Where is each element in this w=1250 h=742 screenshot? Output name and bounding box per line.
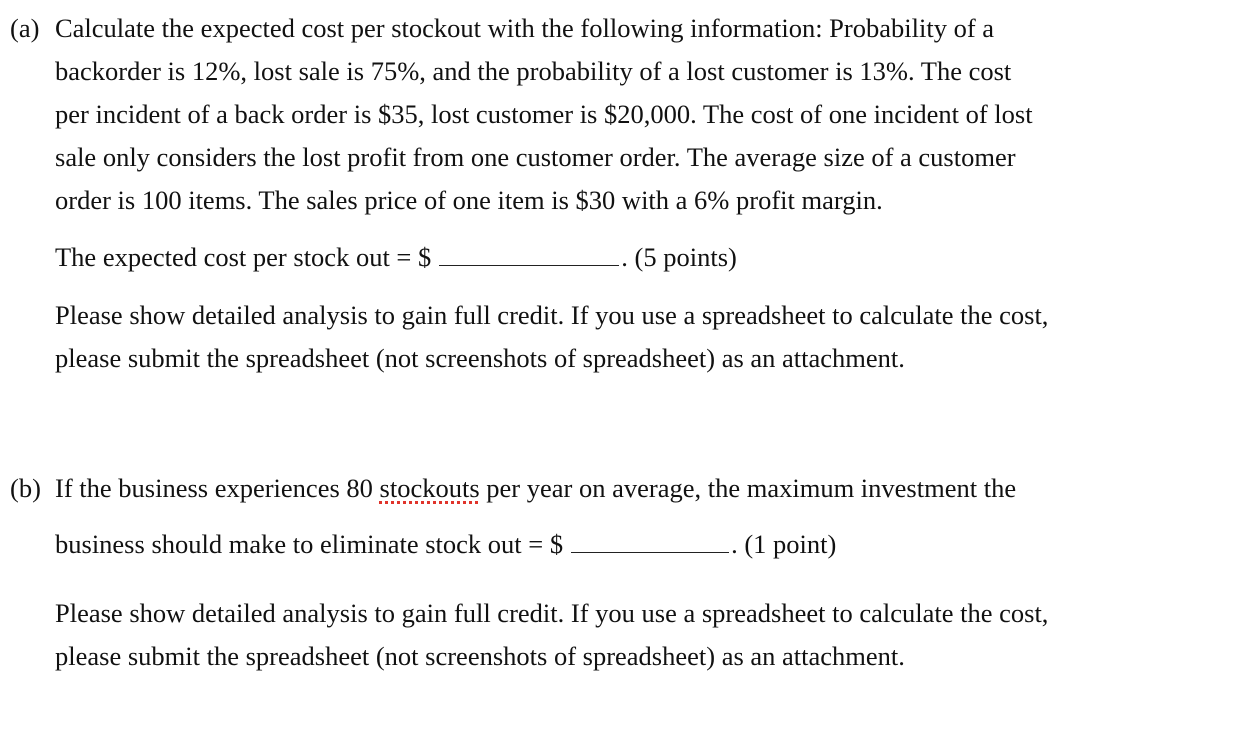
part-a-text-line-2: backorder is 12%, lost sale is 75%, and the probability of a lost customer is 13%. The cost: [55, 56, 1012, 86]
part-a-text-line-4: sale only considers the lost profit from one customer order. The average size of a customer: [55, 142, 1016, 172]
part-a-answer-prefix: The expected cost per stock out = $: [55, 242, 432, 272]
part-a-label: (a): [10, 13, 40, 43]
part-b-label: (b): [10, 473, 41, 503]
part-a-answer-suffix: . (5 points): [621, 242, 737, 272]
part-a-text-line-5: order is 100 items. The sales price of one item is $30 with a 6% profit margin.: [55, 185, 883, 215]
part-b-answer-prefix: business should make to eliminate stock out = $: [55, 529, 564, 559]
spellcheck-flagged-word[interactable]: stockouts: [379, 473, 480, 503]
part-a-instruction-line-2: please submit the spreadsheet (not screenshots of spreadsheet) as an attachment.: [55, 343, 905, 373]
part-a-answer-blank[interactable]: [439, 245, 619, 266]
part-b-answer-blank[interactable]: [571, 532, 729, 553]
part-a-text-line-3: per incident of a back order is $35, lost customer is $20,000. The cost of one incident of lost: [55, 99, 1033, 129]
part-b-answer-suffix: . (1 point): [731, 529, 837, 559]
part-b-answer-line: [55, 531, 836, 558]
part-a-instruction-line-1: Please show detailed analysis to gain full credit. If you use a spreadsheet to calculate the cost,: [55, 300, 1049, 330]
part-a-answer-line: [55, 244, 737, 271]
part-a-text-line-1: Calculate the expected cost per stockout with the following information: Probability of a: [55, 13, 995, 43]
part-b-instruction-line-1: Please show detailed analysis to gain full credit. If you use a spreadsheet to calculate the cost,: [55, 598, 1049, 628]
part-b-instruction-line-2: please submit the spreadsheet (not screenshots of spreadsheet) as an attachment.: [55, 641, 905, 671]
part-b-text-line-1: [55, 475, 1016, 502]
part-b-text-after: per year on average, the maximum investment the: [479, 473, 1017, 503]
part-b-text-before: If the business experiences 80: [55, 473, 380, 503]
